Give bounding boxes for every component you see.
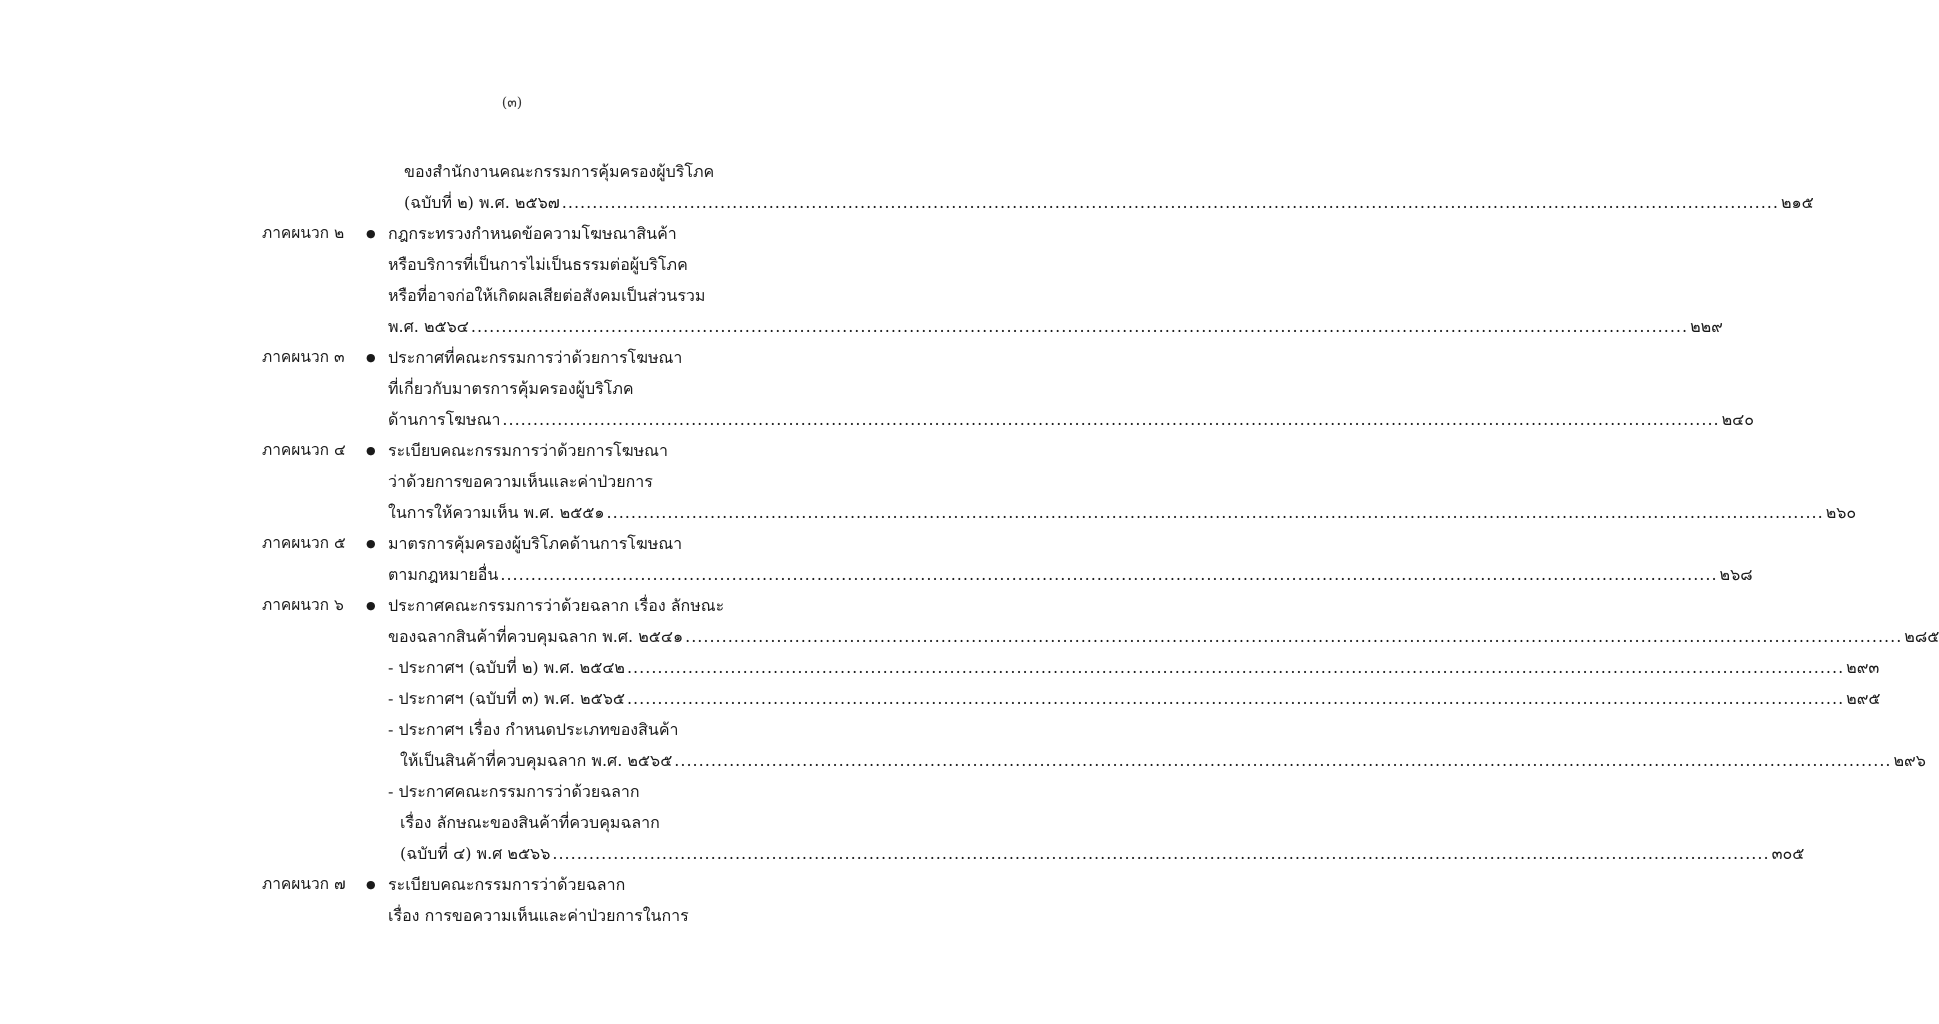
- dot-leader: ........................................................................................................................................................................................................: [502, 410, 1720, 429]
- dot-leader: ........................................................................................................................................................................................................: [552, 844, 1770, 863]
- entry-title: (ฉบับที่ ๔) พ.ศ ๒๕๖๖: [400, 844, 551, 863]
- entry-title: - ประกาศคณะกรรมการว่าด้วยฉลาก: [388, 782, 640, 801]
- toc-row: [0, 218, 1024, 249]
- entry-title: ด้านการโฆษณา: [388, 410, 501, 429]
- toc-row: [0, 559, 1753, 590]
- dot-leader: ........................................................................................................................................................................................................: [606, 503, 1824, 522]
- toc-entry-with-page: [400, 838, 1805, 869]
- entry-title: ว่าด้วยการขอความเห็นและค่าป่วยการ: [388, 472, 653, 491]
- toc-row: [0, 249, 1024, 280]
- dot-leader: ........................................................................................................................................................................................................: [561, 193, 1779, 212]
- entry-title: เรื่อง ลักษณะของสินค้าที่ควบคุมฉลาก: [400, 813, 660, 832]
- dot-leader: ........................................................................................................................................................................................................: [626, 658, 1845, 677]
- appendix-label: ภาคผนวก ๕: [262, 534, 346, 552]
- toc-row: [0, 807, 1024, 838]
- entry-page-number: ๒๖๘: [1719, 565, 1753, 584]
- toc-row: [0, 621, 1939, 652]
- entry-title: ของสำนักงานคณะกรรมการคุ้มครองผู้บริโภค: [404, 162, 715, 181]
- entry-page-number: ๒๙๕: [1846, 689, 1881, 708]
- entry-page-number: ๓๐๕: [1771, 844, 1805, 863]
- toc-row: [0, 404, 1755, 435]
- entry-page-number: ๒๙๖: [1893, 751, 1926, 770]
- appendix-label: ภาคผนวก ๒: [262, 224, 345, 242]
- toc-row: [0, 187, 1814, 218]
- entry-title: ประกาศคณะกรรมการว่าด้วยฉลาก เรื่อง ลักษณะ: [388, 596, 725, 615]
- toc-row: [0, 776, 1024, 807]
- bullet-icon: ●: [366, 444, 376, 457]
- entry-title: - ประกาศฯ (ฉบับที่ ๓) พ.ศ. ๒๕๖๕: [388, 689, 625, 708]
- dot-leader: ........................................................................................................................................................................................................: [500, 565, 1718, 584]
- entry-page-number: ๒๙๓: [1846, 658, 1880, 677]
- toc-entry-with-page: [388, 683, 1881, 714]
- toc-row: [0, 900, 1024, 931]
- dot-leader: ........................................................................................................................................................................................................: [626, 689, 1845, 708]
- toc-row: [0, 590, 1024, 621]
- bullet-icon: ●: [366, 537, 376, 550]
- entry-page-number: ๒๒๙: [1690, 317, 1723, 336]
- bullet-icon: ●: [366, 599, 376, 612]
- toc-entry-with-page: [388, 559, 1753, 590]
- toc-entry-with-page: [404, 187, 1814, 218]
- toc-row: [0, 466, 1024, 497]
- toc-row: [0, 714, 1024, 745]
- toc-entry-with-page: [388, 497, 1857, 528]
- entry-title: (ฉบับที่ ๒) พ.ศ. ๒๕๖๗: [404, 193, 560, 212]
- toc-row: [0, 838, 1805, 869]
- bullet-icon: ●: [366, 878, 376, 891]
- entry-title: ตามกฎหมายอื่น: [388, 565, 499, 584]
- entry-title: พ.ศ. ๒๕๖๔: [388, 317, 469, 336]
- appendix-label: ภาคผนวก ๔: [262, 441, 346, 459]
- entry-title: หรือบริการที่เป็นการไม่เป็นธรรมต่อผู้บริโภค: [388, 255, 688, 274]
- entry-title: ระเบียบคณะกรรมการว่าด้วยการโฆษณา: [388, 441, 668, 460]
- toc-row: [0, 497, 1857, 528]
- entry-title: กฎกระทรวงกำหนดข้อความโฆษณาสินค้า: [388, 224, 677, 243]
- toc-row: [0, 652, 1880, 683]
- toc-entry-with-page: [388, 311, 1723, 342]
- toc-row: [0, 745, 1926, 776]
- toc-row: [0, 435, 1024, 466]
- entry-page-number: ๒๑๕: [1780, 193, 1814, 212]
- bullet-icon: ●: [366, 351, 376, 364]
- toc-row: [0, 311, 1723, 342]
- toc-row: [0, 280, 1024, 311]
- toc-row: [0, 528, 1024, 559]
- toc-entry-with-page: [388, 621, 1939, 652]
- appendix-label: ภาคผนวก ๗: [262, 875, 346, 893]
- entry-title: - ประกาศฯ เรื่อง กำหนดประเภทของสินค้า: [388, 720, 679, 739]
- appendix-label: ภาคผนวก ๓: [262, 348, 345, 366]
- entry-title: หรือที่อาจก่อให้เกิดผลเสียต่อสังคมเป็นส่วนรวม: [388, 286, 706, 305]
- entry-title: มาตรการคุ้มครองผู้บริโภคด้านการโฆษณา: [388, 534, 683, 553]
- entry-title: ของฉลากสินค้าที่ควบคุมฉลาก พ.ศ. ๒๕๔๑: [388, 627, 684, 646]
- entry-title: ในการให้ความเห็น พ.ศ. ๒๕๕๑: [388, 503, 605, 522]
- toc-row: [0, 683, 1881, 714]
- entry-page-number: ๒๖๐: [1825, 503, 1857, 522]
- toc-entry-with-page: [388, 652, 1880, 683]
- dot-leader: ........................................................................................................................................................................................................: [674, 751, 1892, 770]
- entry-title: เรื่อง การขอความเห็นและค่าป่วยการในการ: [388, 906, 689, 925]
- bullet-icon: ●: [366, 227, 376, 240]
- toc-entry-with-page: [400, 745, 1926, 776]
- entry-title: ประกาศที่คณะกรรมการว่าด้วยการโฆษณา: [388, 348, 683, 367]
- toc-row: [0, 156, 1024, 187]
- appendix-label: ภาคผนวก ๖: [262, 596, 344, 614]
- toc-entry-with-page: [388, 404, 1755, 435]
- page-number: (๓): [501, 95, 523, 111]
- dot-leader: ........................................................................................................................................................................................................: [685, 627, 1903, 646]
- entry-page-number: ๒๔๐: [1721, 410, 1755, 429]
- toc-row: [0, 342, 1024, 373]
- entry-title: ให้เป็นสินค้าที่ควบคุมฉลาก พ.ศ. ๒๕๖๕: [400, 751, 673, 770]
- toc-row: [0, 869, 1024, 900]
- dot-leader: ........................................................................................................................................................................................................: [470, 317, 1689, 336]
- toc-row: [0, 373, 1024, 404]
- entry-page-number: ๒๘๕: [1904, 627, 1939, 646]
- entry-title: ระเบียบคณะกรรมการว่าด้วยฉลาก: [388, 875, 626, 894]
- entry-title: - ประกาศฯ (ฉบับที่ ๒) พ.ศ. ๒๕๔๒: [388, 658, 625, 677]
- entry-title: ที่เกี่ยวกับมาตรการคุ้มครองผู้บริโภค: [388, 379, 634, 398]
